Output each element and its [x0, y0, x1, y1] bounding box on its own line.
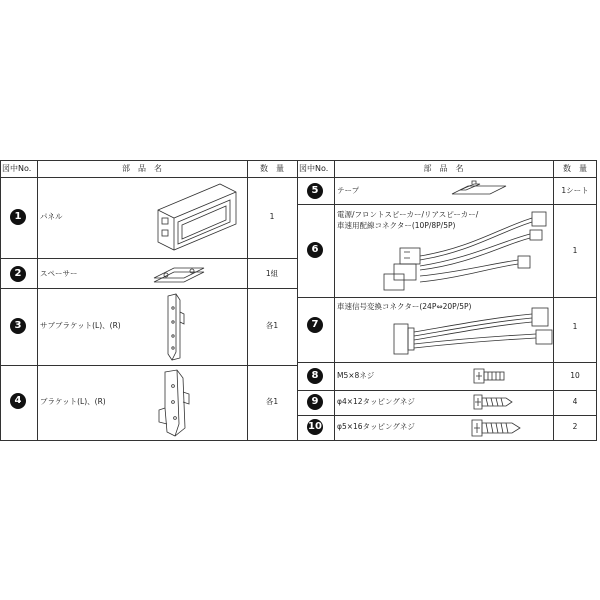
part-name: テープ [337, 186, 360, 195]
item-number-badge: 3 [10, 318, 26, 334]
header-qty-right: 数 量 [563, 164, 587, 173]
wiring-harness-icon [380, 208, 552, 296]
tapping-screw-icon [470, 392, 516, 412]
item-number-badge: 2 [10, 266, 26, 282]
divider [297, 160, 298, 441]
part-quantity: 1 [269, 212, 275, 221]
machine-screw-icon [470, 365, 510, 387]
part-quantity: 10 [570, 371, 580, 380]
part-name: 電源/フロントスピーカー/リアスピーカー/ [337, 210, 479, 219]
spacer-icon [150, 262, 210, 286]
conversion-connector-icon [390, 304, 560, 360]
header-no-right: 図中No. [299, 164, 329, 173]
part-quantity: 2 [572, 422, 578, 431]
part-name: パネル [40, 212, 63, 221]
divider [247, 160, 248, 441]
divider [334, 160, 335, 441]
panel-icon [150, 180, 240, 255]
tapping-screw-large-icon [468, 417, 524, 439]
item-number-badge: 9 [307, 394, 323, 410]
divider [0, 177, 597, 178]
part-quantity: 1組 [265, 269, 279, 278]
part-quantity: 1 [572, 246, 578, 255]
part-quantity: 1シート [561, 186, 589, 195]
divider [0, 365, 297, 366]
part-name: M5×8ネジ [337, 371, 375, 380]
divider [297, 297, 597, 298]
header-qty-left: 数 量 [260, 164, 284, 173]
tape-icon [448, 180, 510, 202]
item-number-badge: 5 [307, 183, 323, 199]
part-name: 車速用配線コネクター(10P/8P/5P) [337, 221, 456, 230]
part-quantity: 1 [572, 322, 578, 331]
divider [0, 288, 297, 289]
divider [297, 362, 597, 363]
part-name: サブブラケット(L)、(R) [40, 321, 121, 330]
part-quantity: 各1 [265, 397, 279, 406]
part-name: φ5×16タッピングネジ [337, 422, 415, 431]
item-number-badge: 7 [307, 317, 323, 333]
divider [297, 204, 597, 205]
divider [0, 258, 297, 259]
part-name: スペーサー [40, 269, 78, 278]
divider [297, 390, 597, 391]
part-quantity: 4 [572, 397, 578, 406]
part-quantity: 各1 [265, 321, 279, 330]
divider [37, 160, 38, 441]
item-number-badge: 10 [307, 419, 323, 435]
header-name-right: 部 品 名 [423, 164, 464, 173]
part-name: 車速信号変換コネクター(24P⇔20P/5P) [337, 302, 472, 311]
bracket-icon [155, 368, 195, 440]
divider [297, 415, 597, 416]
item-number-badge: 1 [10, 209, 26, 225]
sub-bracket-icon [160, 292, 190, 362]
divider [553, 160, 554, 441]
header-no-left: 図中No. [2, 164, 32, 173]
header-name-left: 部 品 名 [122, 164, 162, 173]
part-name: φ4×12タッピングネジ [337, 397, 415, 406]
item-number-badge: 6 [307, 242, 323, 258]
item-number-badge: 4 [10, 393, 26, 409]
part-name: ブラケット(L)、(R) [40, 397, 106, 406]
item-number-badge: 8 [307, 368, 323, 384]
